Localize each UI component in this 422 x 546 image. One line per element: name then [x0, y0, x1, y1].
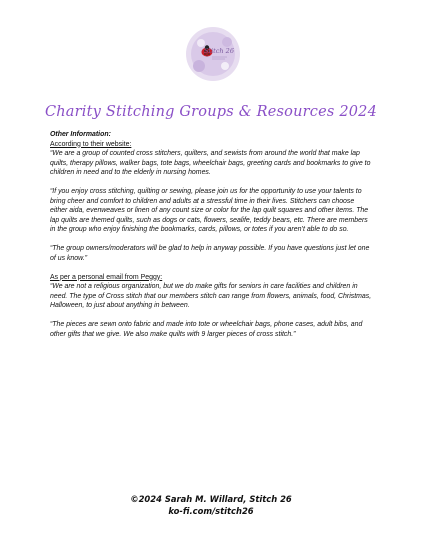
main-content: [50, 130, 372, 349]
stitch26-logo: [185, 26, 241, 82]
logo-text: Stitch 26: [204, 47, 234, 55]
website-paragraph: “If you enjoy cross stitching, quilting or sewing, please join us for the opportunity to use your talents to bring cheer and comfort to children and adults at a stressful time in their lives. Stitchers can choose either aida, evenweaves or linen of any count size or color for the lap quilt squares and other items. The lap quilts are themed quilts, such as dogs or cats, flowers, sealife, teddy bears, etc. There are members in the group who enjoy finishing the bookmarks, cards, pillows, or totes if you aren’t able to do so.: [50, 188, 369, 233]
copyright-text: ©2024 Sarah M. Willard, Stitch 26: [130, 494, 292, 504]
website-paragraph: “We are a group of counted cross stitchers, quilters, and sewists from around the world that make lap quilts, therapy pillows, walker bags, tote bags, wheelchair bags, greeting cards and bookmarks to give to children in need and to the elderly in nursing homes.: [50, 150, 371, 176]
website-source-label: According to their website:: [50, 140, 132, 148]
kofi-link[interactable]: ko-fi.com/stitch26: [168, 506, 254, 516]
logo-graphic: [185, 26, 241, 82]
email-paragraph: “The pieces are sewn onto fabric and made into tote or wheelchair bags, phone cases, adult bibs, and other gifts that we give. We also make quilts with 9 larger pieces of cross stitch.”: [50, 321, 363, 338]
page-title: Charity Stitching Groups & Resources 2024: [44, 104, 378, 120]
email-source-label: As per a personal email from Peggy:: [50, 273, 163, 281]
email-paragraph: “We are not a religious organization, but we do make gifts for seniors in care facilities and children in need. The type of Cross stitch that our members stitch can range from flowers, animals, food, Christmas, Halloween, to just about anything in between.: [50, 283, 372, 309]
other-info-heading: Other Information:: [50, 131, 111, 138]
website-paragraph: “The group owners/moderators will be glad to help in anyway possible. If you have questions just let one of us know.”: [50, 245, 370, 262]
page-footer: [0, 493, 422, 517]
